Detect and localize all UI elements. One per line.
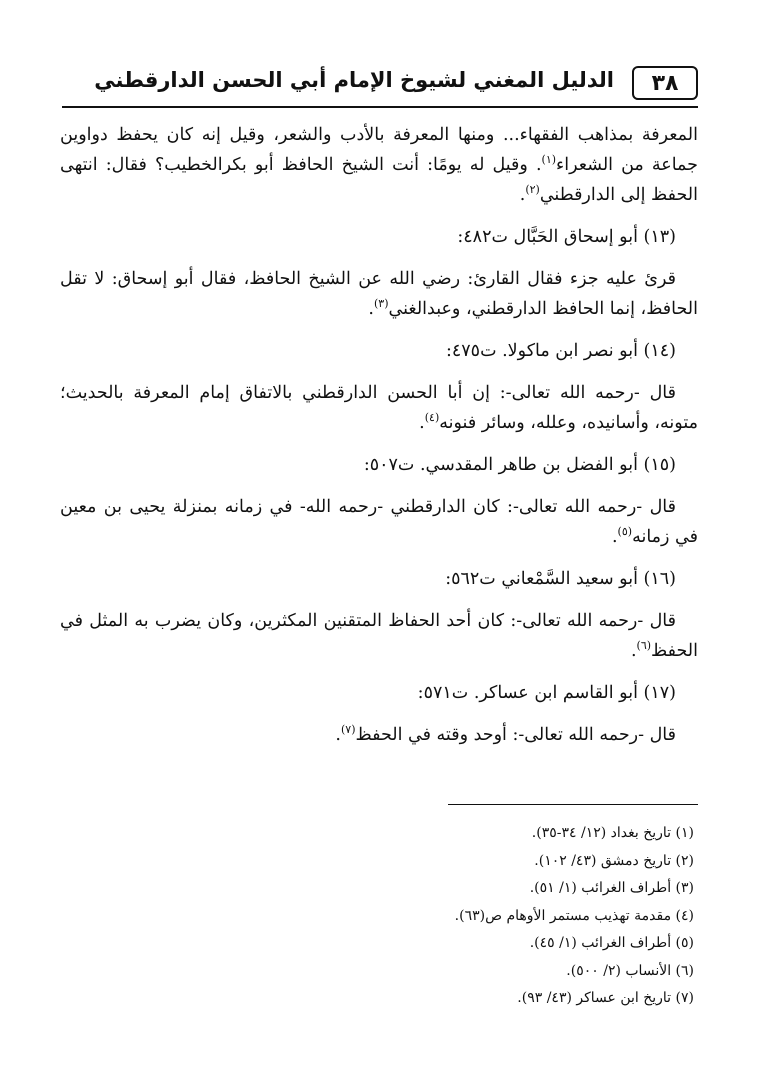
punctuation: . (419, 413, 425, 433)
main-text (60, 120, 698, 762)
footnotes (62, 820, 694, 1013)
footnote-separator (448, 804, 698, 805)
entry-heading-16: (١٦) أبو سعيد السَّمْعاني ت٥٦٢: (445, 569, 676, 589)
paragraph-text: قال -رحمه الله تعالى-: أوحد وقته في الحفظ (355, 725, 676, 745)
page-header (62, 62, 698, 108)
punctuation: . (611, 527, 618, 547)
entry-heading-15: (١٥) أبو الفضل بن طاهر المقدسي. ت٥٠٧: (363, 455, 676, 475)
entry-heading-17: (١٧) أبو القاسم ابن عساكر. ت٥٧١: (417, 683, 676, 703)
footnote-3: (٣) أطراف الغرائب (١/ ٥١). (529, 880, 694, 896)
entry-heading-13: (١٣) أبو إسحاق الحَبَّال ت٤٨٢: (457, 227, 676, 247)
punctuation: . (519, 185, 526, 205)
footnote-2: (٢) تاريخ دمشق (٤٣/ ١٠٢). (534, 852, 694, 869)
footnote-ref-1: (١) (541, 153, 557, 167)
footnote-5: (٥) أطراف الغرائب (١/ ٤٥). (529, 935, 694, 951)
entry-heading-14: (١٤) أبو نصر ابن ماكولا. ت٤٧٥: (445, 341, 676, 361)
punctuation: . (368, 299, 374, 319)
paragraph-text: . وقيل له يومًا: أنت الشيخ الحافظ أبو بكرالخطيب؟ فقال: انتهى الحفظ إلى الدارقطني (60, 155, 698, 205)
punctuation: . (630, 641, 637, 661)
footnote-ref-7: (٧) (341, 723, 356, 737)
footnote-ref-4: (٤) (424, 411, 440, 425)
paragraph-text: قرئ عليه جزء فقال القارئ: رضي الله عن الشيخ الحافظ، فقال أبو إسحاق: لا تقل الحافظ، إنما الحافظ الدارقطني، وعبدالغني (60, 269, 698, 319)
paragraph-text: المعرفة بمذاهب الفقهاء... ومنها المعرفة بالأدب والشعر، وقيل إنه كان يحفظ دواوين جماعة من الشعراء (60, 125, 698, 175)
paragraph-text: قال -رحمه الله تعالى-: كان الدارقطني -رحمه الله- في زمانه بمنزلة يحيى بن معين في زمانه (60, 497, 698, 547)
punctuation: . (335, 725, 341, 745)
page-number: ٣٨ (632, 66, 698, 100)
footnote-7: (٧) تاريخ ابن عساكر (٤٣/ ٩٣). (517, 990, 694, 1006)
footnote-ref-6: (٦) (636, 639, 652, 653)
paragraph-4 (60, 492, 698, 552)
paragraph-1 (60, 120, 698, 210)
paragraph-2 (60, 264, 698, 324)
running-title: الدليل المغني لشيوخ الإمام أبي الحسن الدارقطني (94, 68, 614, 92)
footnote-ref-5: (٥) (617, 525, 633, 539)
footnote-4: (٤) مقدمة تهذيب مستمر الأوهام ص(٦٣). (454, 907, 694, 924)
paragraph-text: قال -رحمه الله تعالى-: كان أحد الحفاظ المتقنين المكثرين، وكان يضرب به المثل في الحفظ (60, 611, 698, 661)
footnote-1: (١) تاريخ بغداد (١٢/ ٣٤-٣٥). (531, 825, 694, 841)
footnote-ref-3: (٣) (374, 297, 389, 311)
paragraph-3 (60, 378, 698, 438)
footnote-6: (٦) الأنساب (٢/ ٥٠٠). (566, 962, 694, 979)
paragraph-5 (60, 606, 698, 666)
header-rule (62, 106, 698, 108)
paragraph-text: قال -رحمه الله تعالى-: إن أبا الحسن الدارقطني بالاتفاق إمام المعرفة بالحديث؛ متونه، وأسانيده، وعلله، وسائر فنونه (60, 383, 698, 433)
footnote-ref-2: (٢) (525, 183, 540, 197)
paragraph-6 (60, 720, 698, 750)
